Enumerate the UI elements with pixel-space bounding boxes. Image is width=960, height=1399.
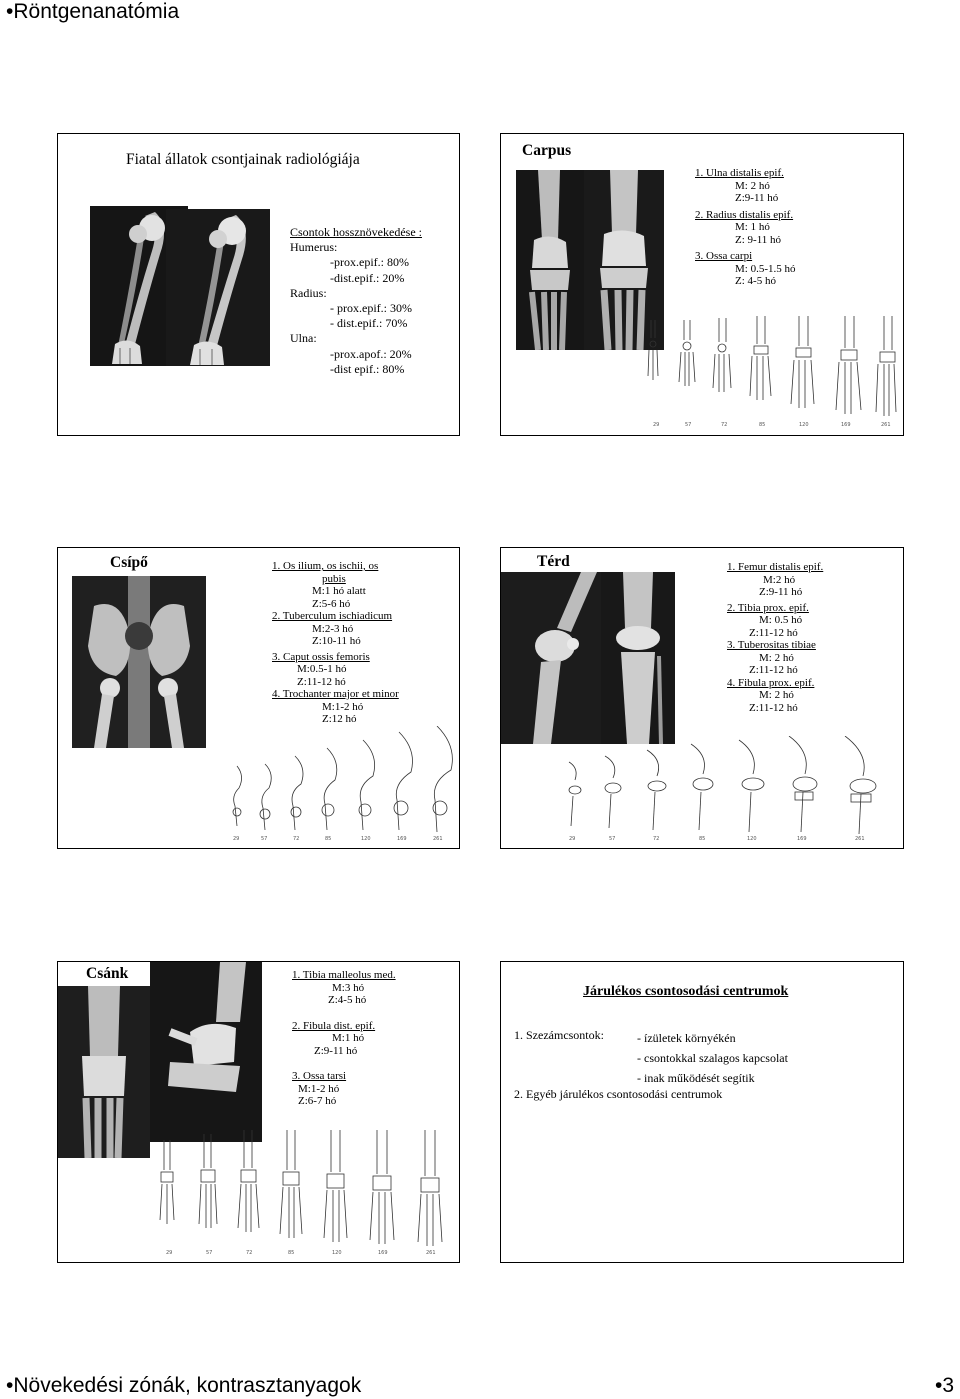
age-label: 29 <box>653 422 660 428</box>
list-item-m: M: 2 hó <box>759 689 794 701</box>
age-label: 261 <box>881 422 891 428</box>
growth-line: -prox.apof.: 20% <box>330 346 412 361</box>
growth-line: Ulna: <box>290 331 317 346</box>
xray-hip <box>72 576 206 748</box>
list-item: 1. Os ilium, os ischii, os <box>272 560 379 572</box>
growth-line: -prox.epif.: 80% <box>330 255 409 270</box>
growth-line: - dist.epif.: 70% <box>330 316 408 331</box>
slide-csank <box>57 961 460 1263</box>
age-label: 120 <box>332 1250 342 1256</box>
xray-hock-2 <box>150 962 262 1142</box>
slide-terd <box>500 547 904 849</box>
list-item-z: Z:9-11 hó <box>759 586 803 598</box>
list-item-m: M: 2 hó <box>735 179 770 192</box>
list-item: - inak működését segítik <box>637 1071 755 1085</box>
list-item: - csontokkal szalagos kapcsolat <box>637 1051 788 1065</box>
age-label: 57 <box>685 422 692 428</box>
age-label: 169 <box>397 836 407 842</box>
age-label: 72 <box>653 836 660 842</box>
list-item-z: Z: 4-5 hó <box>735 275 776 287</box>
age-label: 85 <box>699 836 706 842</box>
list-item: 2. Tuberculum ischiadicum <box>272 610 393 622</box>
list-item-z: Z:11-12 hó <box>297 675 346 688</box>
slide-title: Térd <box>534 553 573 571</box>
age-label: 72 <box>293 836 300 842</box>
age-label: 169 <box>841 422 851 428</box>
sesamoid-label: 1. Szezámcsontok: <box>514 1028 604 1042</box>
ossification-list <box>727 561 823 714</box>
age-label: 120 <box>361 836 371 842</box>
list-item-m: M:2 hó <box>763 573 796 586</box>
list-item-z: Z: 9-11 hó <box>735 233 782 246</box>
list-item-z: Z:9-11 hó <box>735 192 779 204</box>
age-label: 29 <box>569 836 576 842</box>
list-item-z: Z:11-12 hó <box>749 701 798 714</box>
age-label: 29 <box>166 1250 173 1256</box>
xray-hock-1 <box>58 986 150 1158</box>
list-item: - ízületek környékén <box>637 1031 736 1045</box>
other-centers: 2. Egyéb járulékos csontosodási centrumok <box>514 1087 723 1101</box>
age-label: 85 <box>759 422 766 428</box>
age-label: 261 <box>433 836 443 842</box>
ossification-list <box>272 560 399 726</box>
list-item: 2. Tibia prox. epif. <box>727 601 809 614</box>
growth-line: Humerus: <box>290 240 338 255</box>
age-label: 57 <box>206 1250 213 1256</box>
age-label: 85 <box>288 1250 295 1256</box>
list-item: 4. Fibula prox. epif. <box>727 676 815 689</box>
footer-title: •Növekedési zónák, kontrasztanyagok <box>6 1374 362 1397</box>
ossification-list <box>695 167 796 288</box>
list-item-m: M: 0.5-1.5 hó <box>735 262 796 275</box>
list-item-m: M:0.5-1 hó <box>297 663 347 675</box>
hip-development-drawings <box>223 726 459 846</box>
list-item-z: Z:6-7 hó <box>298 1095 337 1107</box>
xray-knee-1 <box>501 572 601 744</box>
list-item-z: Z:9-11 hó <box>314 1044 358 1057</box>
ossification-list <box>292 969 396 1108</box>
growth-line: Radius: <box>290 285 327 300</box>
list-item-m: M: 1 hó <box>735 221 770 233</box>
age-label: 57 <box>261 836 268 842</box>
list-item-z: Z:11-12 hó <box>749 626 798 639</box>
age-label: 72 <box>721 422 728 428</box>
age-label: 169 <box>797 836 807 842</box>
list-item-z: Z:12 hó <box>322 713 357 725</box>
list-item: 2. Radius distalis epif. <box>695 208 794 221</box>
list-item: 1. Tibia malleolus med. <box>292 969 396 981</box>
list-item: pubis <box>322 572 346 585</box>
list-item: 2. Fibula dist. epif. <box>292 1019 376 1032</box>
slide-jarulekos <box>500 961 904 1263</box>
age-label: 85 <box>325 836 332 842</box>
list-item-m: M:3 hó <box>332 981 365 994</box>
page-number: •3 <box>934 1374 954 1397</box>
list-item-m: M: 0.5 hó <box>759 614 803 626</box>
slide-title: Járulékos csontosodási centrumok <box>583 984 789 999</box>
slide-title: Csípő <box>107 554 151 572</box>
list-item: 3. Caput ossis femoris <box>272 650 370 663</box>
list-item-m: M:1-2 hó <box>322 700 364 713</box>
sesamoid-list <box>637 1028 788 1088</box>
list-item: 3. Tuberositas tibiae <box>727 639 816 651</box>
age-label: 261 <box>426 1250 436 1256</box>
xray-forelimb-2 <box>166 209 270 366</box>
list-item-z: Z:11-12 hó <box>749 664 798 676</box>
xray-knee-2 <box>601 572 675 744</box>
growth-heading: Csontok hossznövekedése : <box>290 225 422 239</box>
age-label: 169 <box>378 1250 388 1256</box>
hock-development-drawings <box>154 1130 458 1260</box>
list-item-z: Z:10-11 hó <box>312 635 361 647</box>
list-item-z: Z:5-6 hó <box>312 597 351 610</box>
document-title: •Röntgenanatómia <box>6 0 180 23</box>
age-label: 57 <box>609 836 616 842</box>
list-item: 1. Femur distalis epif. <box>727 561 824 573</box>
slide-title: Fiatal állatok csontjainak radiológiája <box>126 151 360 168</box>
list-item: 1. Ulna distalis epif. <box>695 167 784 179</box>
age-label: 120 <box>747 836 757 842</box>
growth-line: -dist epif.: 80% <box>330 361 405 376</box>
growth-line: -dist.epif.: 20% <box>330 270 405 285</box>
list-item-m: M:1-2 hó <box>298 1082 340 1095</box>
age-label: 120 <box>799 422 809 428</box>
slide-carpus <box>500 133 904 436</box>
list-item-m: M: 2 hó <box>759 651 794 664</box>
list-item: 4. Trochanter major et minor <box>272 688 399 700</box>
carpus-development-drawings <box>641 316 899 431</box>
list-item-m: M:1 hó <box>332 1032 365 1044</box>
slide-csipo <box>57 547 460 849</box>
age-label: 261 <box>855 836 865 842</box>
list-item-m: M:2-3 hó <box>312 622 354 635</box>
list-item-z: Z:4-5 hó <box>328 994 367 1006</box>
slide-title: Csánk <box>83 965 131 983</box>
list-item-m: M:1 hó alatt <box>312 585 366 597</box>
growth-line: - prox.epif.: 30% <box>330 301 412 316</box>
slide-fiatal-allatok <box>57 133 460 436</box>
xray-carpus-1 <box>516 170 584 350</box>
age-label: 72 <box>246 1250 253 1256</box>
knee-development-drawings <box>559 736 901 846</box>
age-label: 29 <box>233 836 240 842</box>
slide-title: Carpus <box>522 142 572 159</box>
list-item: 3. Ossa tarsi <box>292 1070 347 1082</box>
growth-text <box>290 225 422 377</box>
list-item: 3. Ossa carpi <box>695 250 753 262</box>
